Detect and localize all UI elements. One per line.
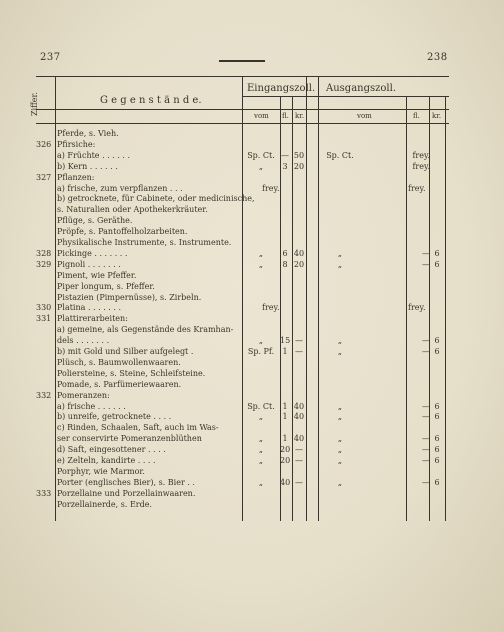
table-row (36, 259, 449, 270)
eingang-unit: „ (258, 336, 264, 346)
table-row (36, 313, 449, 324)
entry-description: Poliersteine, s. Steine, Schleifsteine. (57, 368, 206, 378)
entry-description: Porphyr, wie Marmor. (57, 466, 145, 476)
entry-description: Plattirerarbeiten: (57, 314, 128, 324)
entry-description: b) unreife, getrocknete . . . . (57, 412, 172, 422)
eingang-kr: 20 (293, 259, 305, 269)
eingang-fl: 8 (282, 259, 288, 269)
entry-description: Physikalische Instrumente, s. Instrumente. (57, 238, 232, 247)
header-gegenstaende: G e g e n s t ä n d e. (100, 95, 202, 106)
eingang-fl: — (281, 150, 289, 160)
page-number-left: 237 (40, 52, 61, 63)
table-row (36, 368, 449, 379)
eingang-kr: — (295, 336, 303, 346)
entry-description: Plüsch, s. Baumwollenwaaren. (57, 357, 181, 367)
eingang-kr: — (295, 477, 303, 487)
ausgang-kr: 6 (434, 445, 440, 455)
eingang-unit: „ (258, 259, 264, 269)
ausgang-fl: frey. (412, 150, 430, 160)
ausgang-unit: „ (337, 456, 343, 465)
entry-description: Pflüge, s. Geräthe. (57, 216, 133, 226)
ausgang-kr: 6 (434, 477, 440, 487)
eingang-kr: — (295, 445, 303, 455)
table-row (36, 193, 449, 204)
table-row (36, 390, 449, 401)
table-row (36, 488, 449, 499)
ausgang-kr: 6 (434, 434, 440, 444)
entry-number: 329 (36, 259, 52, 269)
table-row (36, 346, 449, 357)
ausgang-fl: — (422, 248, 430, 258)
eingang-unit: „ (258, 477, 264, 487)
eingang-unit: „ (258, 445, 264, 455)
entry-number: 332 (36, 390, 52, 400)
eingang-fl: 1 (282, 347, 288, 356)
eingang-fl: 20 (280, 456, 291, 465)
ausgang-unit: „ (337, 248, 343, 258)
eingang-kr: 50 (293, 150, 305, 160)
header-eingangszoll: Eingangszoll. (247, 83, 316, 94)
ausgang-note: frey. (408, 183, 426, 193)
table-row (36, 270, 449, 281)
table-row (36, 150, 449, 161)
entry-description: a) frische, zum verpflanzen . . . (57, 183, 183, 193)
page-number-right: 238 (427, 52, 448, 63)
entry-description: b) getrocknete, für Cabinete, oder medicinische, (57, 194, 255, 204)
ausgang-fl: — (422, 347, 430, 356)
subheader-vom-2: vom (357, 112, 372, 120)
eingang-kr: 40 (293, 248, 305, 258)
table-row (36, 302, 449, 313)
eingang-fl: 15 (280, 336, 291, 346)
entry-description: b) mit Gold und Silber aufgelegt . (57, 347, 194, 356)
entry-description: Porzellainerde, s. Erde. (57, 499, 152, 509)
ausgang-unit: „ (337, 347, 343, 356)
subheader-kr-2: kr. (432, 112, 442, 120)
eingang-kr: 40 (293, 401, 305, 411)
eingang-unit: „ (258, 412, 264, 422)
table-row (36, 422, 449, 433)
entry-number: 326 (36, 139, 52, 149)
ausgang-unit: „ (337, 401, 343, 411)
entry-description: Platina . . . . . . . (57, 303, 122, 313)
ausgang-unit: Sp. Ct. (326, 150, 354, 160)
entry-description: ser conservirte Pomeranzenblüthen (57, 434, 202, 444)
table-row (36, 411, 449, 422)
entry-description: Piment, wie Pfeffer. (57, 270, 137, 280)
ausgang-fl: — (422, 477, 430, 487)
eingang-unit: „ (258, 434, 264, 444)
entry-description: Porter (englisches Bier), s. Bier . . (57, 477, 195, 487)
entry-description: Porzellaine und Porzellainwaaren. (57, 488, 196, 498)
entry-description: Pignoli . . . . . . . (57, 259, 121, 269)
eingang-note: frey. (262, 183, 280, 193)
ausgang-unit: „ (337, 412, 343, 422)
table-row (36, 455, 449, 466)
ausgang-fl: — (422, 259, 430, 269)
ausgang-fl: — (422, 456, 430, 465)
entry-description: e) Zelteln, kandirte . . . . (57, 456, 156, 465)
ausgang-unit: „ (337, 259, 343, 269)
entry-description: Pomeranzen: (57, 390, 110, 400)
subheader-kr-1: kr. (295, 112, 305, 120)
entry-description: dels . . . . . . . (57, 336, 110, 346)
entry-description: Pferde, s. Vieh. (57, 129, 119, 138)
eingang-fl: 1 (282, 401, 288, 411)
eingang-unit: Sp. Ct. (247, 401, 275, 411)
eingang-unit: Sp. Pf. (247, 347, 275, 356)
eingang-kr: 40 (293, 412, 305, 422)
table-row (36, 357, 449, 368)
ausgang-unit: „ (337, 336, 343, 346)
entry-description: a) Früchte . . . . . . (57, 150, 131, 160)
table-row (36, 379, 449, 390)
table-row (36, 477, 449, 488)
table-row (36, 335, 449, 346)
entry-description: Pistazien (Pimpernüsse), s. Zirbeln. (57, 292, 202, 302)
entry-number: 327 (36, 172, 52, 182)
table-row (36, 215, 449, 226)
table-row (36, 161, 449, 172)
table-row (36, 401, 449, 412)
ausgang-fl: — (422, 336, 430, 346)
eingang-unit: „ (258, 161, 264, 171)
ausgang-unit: „ (337, 434, 343, 444)
ausgang-kr: 6 (434, 412, 440, 422)
ausgang-kr: 6 (434, 347, 440, 356)
ausgang-kr: 6 (434, 248, 440, 258)
entry-description: s. Naturalien oder Apothekerkräuter. (57, 205, 208, 215)
eingang-unit: Sp. Ct. (247, 150, 275, 160)
ausgang-unit: „ (337, 477, 343, 487)
eingang-kr: 40 (293, 434, 305, 444)
entry-description: Pröpfe, s. Pantoffelholzarbeiten. (57, 227, 188, 237)
eingang-kr: 20 (293, 161, 305, 171)
table-row (36, 499, 449, 510)
eingang-note: frey. (262, 303, 280, 313)
table-row (36, 292, 449, 303)
eingang-fl: 1 (282, 412, 288, 422)
entry-description: Pflanzen: (57, 172, 95, 182)
eingang-fl: 1 (282, 434, 288, 444)
entry-description: a) gemeine, als Gegenstände des Kramhan- (57, 325, 234, 335)
ausgang-unit: „ (337, 445, 343, 455)
eingang-fl: 20 (280, 445, 291, 455)
header-rule (219, 60, 265, 62)
table-row (36, 248, 449, 259)
ausgang-fl: — (422, 434, 430, 444)
entry-description: Pfirsiche: (57, 139, 96, 149)
ausgang-kr: 6 (434, 336, 440, 346)
entry-description: d) Saft, eingesottener . . . . (57, 445, 166, 455)
table-row (36, 237, 449, 248)
table-row (36, 128, 449, 139)
ausgang-fl: — (422, 401, 430, 411)
table-row (36, 324, 449, 335)
eingang-unit: „ (258, 248, 264, 258)
table-row (36, 433, 449, 444)
table-row (36, 183, 449, 194)
subheader-fl-1: fl. (282, 112, 289, 120)
subheader-vom-1: vom (254, 112, 269, 120)
subheader-fl-2: fl. (413, 112, 420, 120)
subheader-top-line (242, 96, 449, 97)
header-ziffer: Ziffer. (30, 91, 39, 116)
entry-number: 328 (36, 248, 52, 258)
table-row (36, 444, 449, 455)
entry-number: 333 (36, 488, 52, 498)
ausgang-fl: — (422, 412, 430, 422)
table-row (36, 139, 449, 150)
eingang-unit: „ (258, 456, 264, 465)
table-row (36, 226, 449, 237)
entry-number: 330 (36, 303, 52, 313)
tariff-table (30, 76, 449, 521)
entry-number: 331 (36, 314, 52, 324)
table-row (36, 466, 449, 477)
eingang-kr: — (295, 456, 303, 465)
entry-description: c) Rinden, Schaalen, Saft, auch im Was- (57, 423, 219, 433)
ausgang-kr: 6 (434, 259, 440, 269)
table-row (36, 204, 449, 215)
entry-description: a) frische . . . . . . (57, 401, 126, 411)
eingang-kr: — (295, 347, 303, 356)
entry-description: Pomade, s. Parfümeriewaaren. (57, 379, 182, 389)
table-row (36, 281, 449, 292)
eingang-fl: 6 (282, 248, 288, 258)
ausgang-fl: — (422, 445, 430, 455)
table-row (36, 172, 449, 183)
eingang-fl: 3 (282, 161, 288, 171)
eingang-fl: 40 (280, 477, 291, 487)
entry-description: b) Kern . . . . . . (57, 161, 118, 171)
ausgang-note: frey. (408, 303, 426, 313)
header-ausgangszoll: Ausgangszoll. (326, 83, 396, 94)
entry-description: Pickinge . . . . . . . (57, 248, 128, 258)
ausgang-kr: 6 (434, 456, 440, 465)
ausgang-fl: frey. (412, 161, 430, 171)
ausgang-kr: 6 (434, 401, 440, 411)
entry-description: Piper longum, s. Pfeffer. (57, 281, 155, 291)
